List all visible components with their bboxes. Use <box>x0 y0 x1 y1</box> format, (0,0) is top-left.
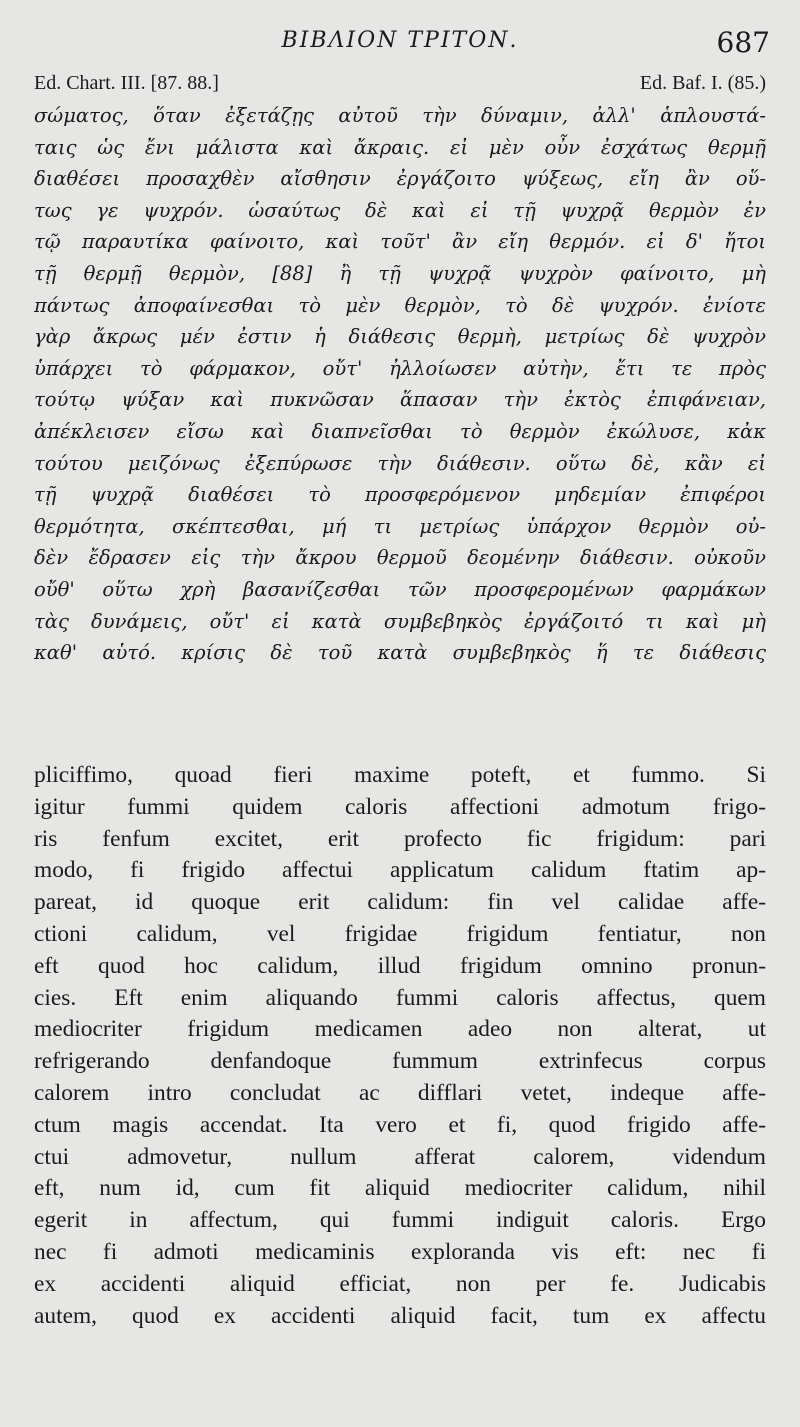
edition-reference-right: Ed. Baf. I. (85.) <box>639 72 766 94</box>
greek-line: οὔθ' οὕτω χρὴ βασανίζεσθαι τῶν προσφερομένων φαρμάκων <box>34 577 766 601</box>
greek-line: δὲν ἔδρασεν εἰς τὴν ἄκρου θερμοῦ δεομένην διάθεσιν. οὐκοῦν <box>34 546 766 570</box>
greek-line: σώματος, ὅταν ἐξετάζῃς αὐτοῦ τὴν δύναμιν, ἀλλ' ἁπλουστά- <box>34 104 766 127</box>
latin-line: refrigerando denfandoque fummum extrinfecus corpus <box>34 1048 766 1075</box>
running-title: BIBΛΙΟΝ ΤΡΙΤΟΝ. <box>281 28 519 53</box>
latin-line: ctioni calidum, vel frigidae frigidum fentiatur, non <box>34 920 766 947</box>
latin-line: igitur fummi quidem caloris affectioni admotum frigo- <box>34 793 766 820</box>
greek-text-block <box>34 100 766 669</box>
greek-line: πάντως ἀποφαίνεσθαι τὸ μὲν θερμὸν, τὸ δὲ ψυχρόν. ἐνίοτε <box>34 293 766 317</box>
greek-line: τὰς δυνάμεις, οὔτ' εἰ κατὰ συμβεβηκὸς ἐργάζοιτό τι καὶ μὴ <box>34 609 766 633</box>
greek-line: ταις ὡς ἔνι μάλιστα καὶ ἄκραις. εἰ μὲν οὖν ἐσχάτως θερμῇ <box>34 135 766 159</box>
greek-line: τῇ θερμῇ θερμὸν, [88] ἢ τῇ ψυχρᾷ ψυχρὸν φαίνοιτο, μὴ <box>34 261 766 285</box>
latin-line: egerit in affectum, qui fummi indiguit caloris. Ergo <box>34 1207 766 1234</box>
latin-text-block <box>34 760 766 1332</box>
greek-line: τως γε ψυχρόν. ὡσαύτως δὲ καὶ εἰ τῇ ψυχρᾷ θερμὸν ἐν <box>34 198 766 222</box>
greek-line: τούτῳ ψύξαν καὶ πυκνῶσαν ἅπασαν τὴν ἐκτὸς ἐπιφάνειαν, <box>34 388 766 412</box>
latin-line: ctui admovetur, nullum afferat calorem, videndum <box>34 1143 766 1170</box>
edition-reference-left: Ed. Chart. III. [87. 88.] <box>34 72 219 94</box>
greek-line: θερμότητα, σκέπτεσθαι, μή τι μετρίως ὑπάρχον θερμὸν οὐ- <box>34 514 766 538</box>
greek-line: τῷ παραυτίκα φαίνοιτο, καὶ τοῦτ' ἂν εἴη θερμόν. εἰ δ' ἤτοι <box>34 230 766 254</box>
greek-line: τῇ ψυχρᾷ διαθέσει τὸ προσφερόμενον μηδεμίαν ἐπιφέροι <box>34 483 766 507</box>
latin-line: ris fenfum excitet, erit profecto fic frigidum: pari <box>34 825 766 852</box>
latin-line: pareat, id quoque erit calidum: fin vel calidae affe- <box>34 889 766 916</box>
latin-line: cies. Eft enim aliquando fummi caloris affectus, quem <box>34 984 766 1011</box>
greek-line: γὰρ ἄκρως μέν ἐστιν ἡ διάθεσις θερμὴ, μετρίως δὲ ψυχρὸν <box>34 325 766 349</box>
greek-line: ὑπάρχει τὸ φάρμακον, οὔτ' ἠλλοίωσεν αὐτὴν, ἔτι τε πρὸς <box>34 356 766 380</box>
greek-line: ἀπέκλεισεν εἴσω καὶ διαπνεῖσθαι τὸ θερμὸν ἐκώλυσε, κἀκ <box>34 419 766 443</box>
page-number: 687 <box>716 26 770 59</box>
latin-line: autem, quod ex accidenti aliquid facit, tum ex affectu <box>34 1302 766 1329</box>
latin-line: modo, fi frigido affectui applicatum calidum ftatim ap- <box>34 857 766 884</box>
latin-line: nec fi admoti medicaminis exploranda vis eft: nec fi <box>34 1238 766 1265</box>
latin-line: calorem intro concludat ac difflari vetet, indeque affe- <box>34 1079 766 1106</box>
latin-line: pliciffimo, quoad fieri maxime poteft, et fummo. Si <box>34 762 766 788</box>
latin-line: ex accidenti aliquid efficiat, non per fe. Judicabis <box>34 1270 766 1297</box>
greek-line: καθ' αὑτό. κρίσις δὲ τοῦ κατὰ συμβεβηκὸς ἥ τε διάθεσις <box>34 641 766 665</box>
greek-line: διαθέσει προσαχθὲν αἴσθησιν ἐργάζοιτο ψύξεως, εἴη ἂν οὕ- <box>34 167 766 191</box>
latin-line: eft quod hoc calidum, illud frigidum omnino pronun- <box>34 952 766 979</box>
latin-line: ctum magis accendat. Ita vero et fi, quod frigido affe- <box>34 1111 766 1138</box>
latin-line: mediocriter frigidum medicamen adeo non alterat, ut <box>34 1016 766 1043</box>
latin-line: eft, num id, cum fit aliquid mediocriter calidum, nihil <box>34 1175 766 1202</box>
greek-line: τούτου μειζόνως ἐξεπύρωσε τὴν διάθεσιν. οὕτω δὲ, κἂν εἰ <box>34 451 766 475</box>
